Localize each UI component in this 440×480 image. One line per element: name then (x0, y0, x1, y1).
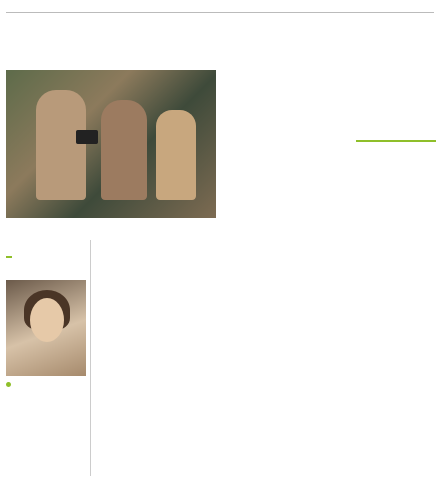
headline (152, 8, 436, 58)
article-column-1 (223, 146, 285, 476)
headline-line-2 (152, 8, 436, 33)
camera-icon (76, 130, 98, 144)
main-photo (6, 70, 216, 218)
photo-person-3 (156, 110, 196, 200)
interviewee-photo (6, 280, 86, 376)
article-column-2 (289, 131, 352, 476)
interview-column-3 (158, 245, 218, 476)
pull-quote (356, 140, 436, 149)
interview-tag (6, 256, 12, 258)
article-column-3 (356, 262, 436, 332)
article-column-4 (356, 335, 436, 476)
photo-person-1 (36, 90, 86, 200)
avatar-face (30, 298, 64, 342)
bullet-icon (6, 382, 11, 387)
interview-answer-1 (6, 420, 86, 476)
interview-sidebar-header (6, 245, 86, 266)
photo-person-2 (101, 100, 147, 200)
column-divider (90, 240, 91, 476)
headline-line-3 (152, 33, 436, 58)
interview-column-2 (94, 245, 154, 476)
interview-question-1 (6, 382, 86, 390)
